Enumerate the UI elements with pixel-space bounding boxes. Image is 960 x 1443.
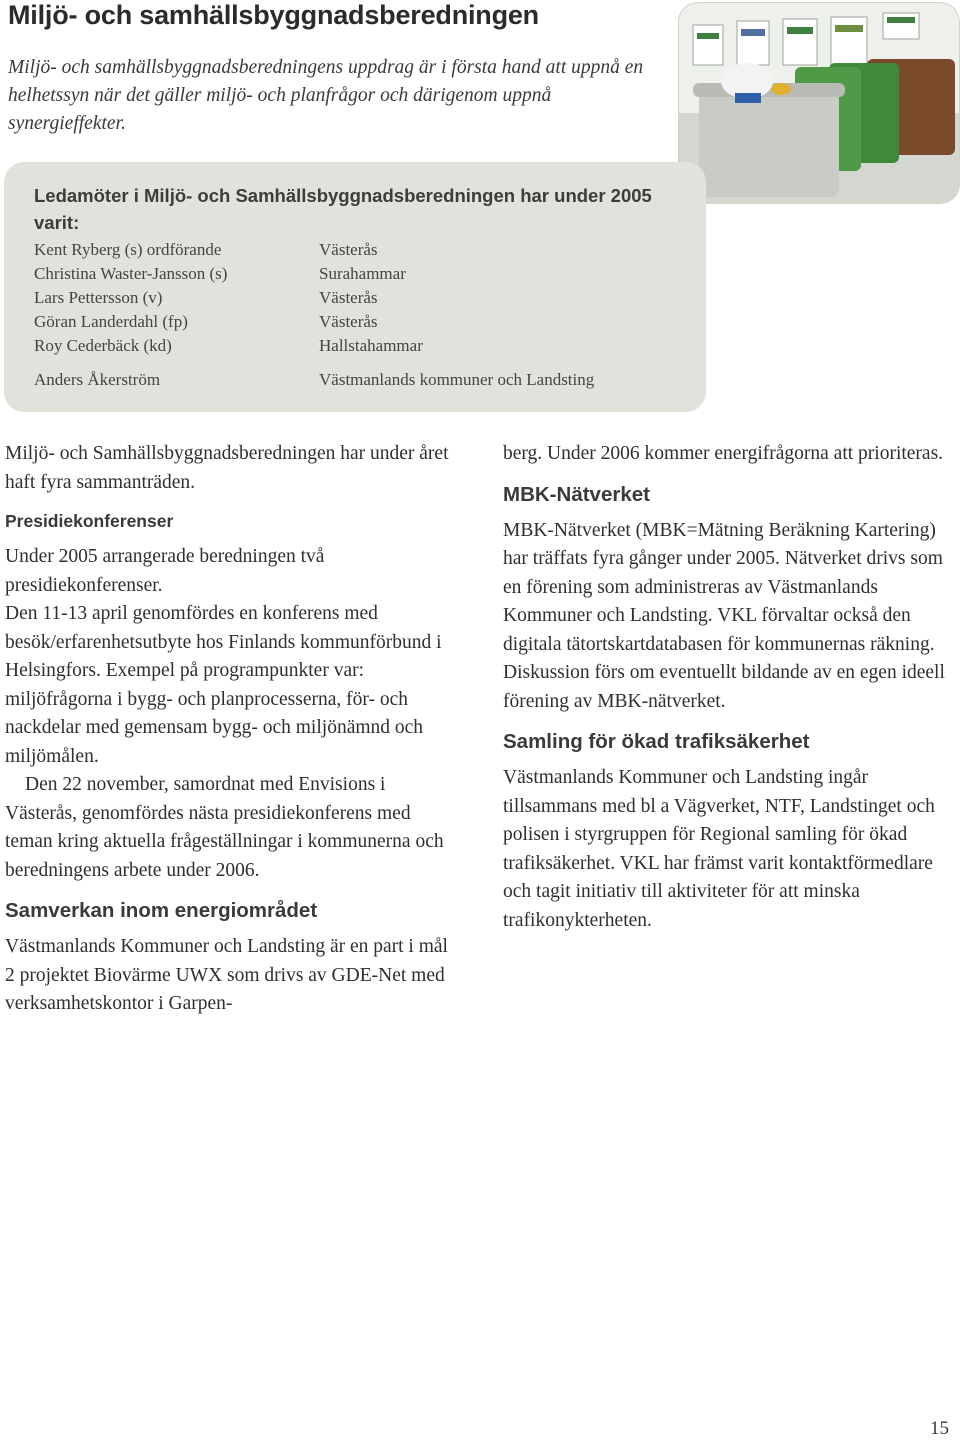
member-row (34, 334, 694, 358)
november-conference-paragraph: Den 22 november, samordnat med Envisions i Västerås, genomfördes nästa presidiekonferens med teman kring aktuella frågeställningar i kommunerna och beredningens arbete under 2006. (5, 774, 444, 881)
member-row (34, 286, 694, 310)
section-heading-energy: Samverkan inom energiområdet (5, 899, 318, 922)
right-column (503, 440, 955, 935)
april-conference-paragraph: Den 11-13 april genomfördes en konferens med besök/erfarenhetsutbyte hos Finlands kommunförbund i Helsingfors. Exempel på programpunkter var: miljöfrågorna i bygg- och planprocesserna, för- och nackdelar med gemensam bygg- och miljönämnd och miljömålen. (5, 603, 442, 767)
member-name: Christina Waster-Jansson (s) (34, 264, 228, 283)
energy-paragraph: Västmanlands Kommuner och Landsting är en part i mål 2 projektet Biovärme UWX som drivs av GDE-Net med verksamhetskontor i Garpen- (5, 936, 448, 1014)
member-name: Kent Ryberg (s) ordförande (34, 240, 222, 259)
intro-text: Miljö- och samhällsbyggnadsberedningens uppdrag är i första hand att uppnå en helhetssyn när det gäller miljö- och planfrågor och därigenom uppnå synergieffekter. (8, 57, 644, 134)
section-heading-mbk: MBK-Nätverket (503, 482, 650, 506)
meetings-paragraph: Miljö- och Samhällsbyggnadsberedningen har under året haft fyra sammanträden. (5, 443, 449, 493)
member-place: Västerås (319, 312, 378, 331)
traffic-safety-paragraph: Västmanlands Kommuner och Landsting ingår tillsammans med bl a Vägverket, NTF, Landstinget och polisen i styrgruppen för Regional samling för ökad trafiksäkerhet. VKL har främst varit kontaktförmedlare och tagit initiativ till aktiviteter för att minska trafikonykterheten. (503, 767, 935, 931)
recycling-bins-photo (678, 2, 960, 204)
page-number: 15 (930, 1418, 949, 1439)
recycling-bins-image (679, 3, 959, 203)
left-column (5, 440, 457, 1019)
member-name: Anders Åkerström (34, 370, 161, 389)
member-place: Västmanlands kommuner och Landsting (319, 370, 595, 389)
member-row (34, 262, 694, 286)
member-row (34, 368, 694, 392)
energy-continued-paragraph: berg. Under 2006 kommer energifrågorna att prioriteras. (503, 443, 944, 464)
members-box (4, 162, 706, 412)
members-heading: Ledamöter i Miljö- och Samhällsbyggnadsberedningen har under 2005 varit: (34, 185, 652, 233)
member-place: Västerås (319, 240, 378, 259)
member-row (34, 238, 694, 262)
member-name: Göran Landerdahl (fp) (34, 312, 188, 331)
member-name: Lars Pettersson (v) (34, 288, 163, 307)
member-place: Surahammar (319, 264, 406, 283)
member-name: Roy Cederbäck (kd) (34, 336, 172, 355)
section-heading-traffic-safety: Samling för ökad trafiksäkerhet (503, 730, 810, 753)
member-row (34, 310, 694, 334)
presidium-paragraph: Under 2005 arrangerade beredningen två presidiekonferenser. (5, 546, 325, 596)
mbk-paragraph: MBK-Nätverket (MBK=Mätning Beräkning Kartering) har träffats fyra gånger under 2005. Nätverket drivs som en förening som administreras av Västmanlands Kommuner och Landsting. VKL förvaltar också den digitala tätortskartdatabasen för kommunernas räkning. Diskussion förs om eventuellt bildande av en egen ideell förening av MBK-nätverket. (503, 519, 945, 712)
member-place: Hallstahammar (319, 336, 423, 355)
page-title: Miljö- och samhällsbyggnadsberedningen (8, 0, 539, 30)
member-place: Västerås (319, 288, 378, 307)
section-heading-presidiekonferenser: Presidiekonferenser (5, 511, 174, 531)
